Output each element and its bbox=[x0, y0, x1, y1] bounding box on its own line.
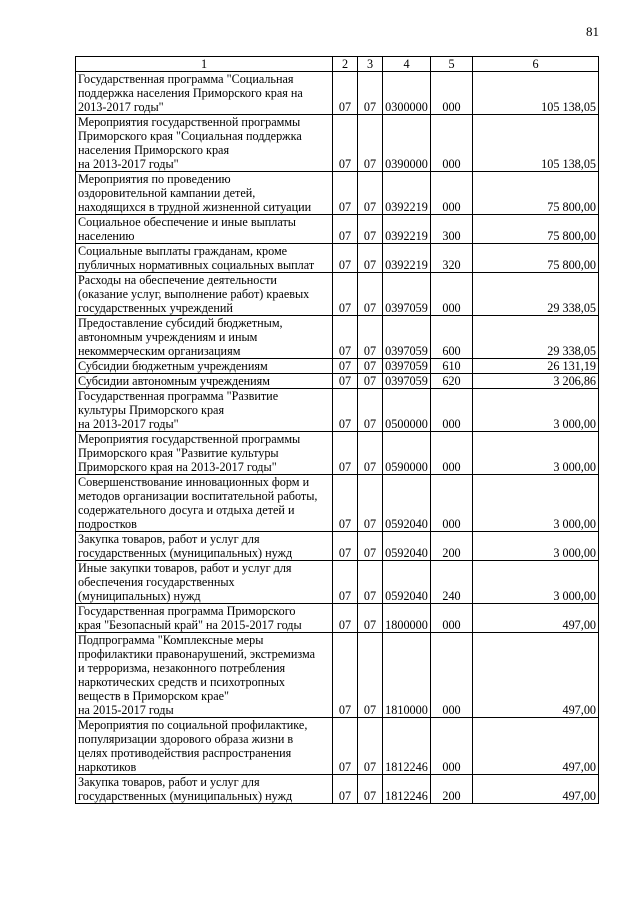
section-cell: 07 bbox=[333, 172, 358, 215]
subsection-cell: 07 bbox=[358, 532, 383, 561]
row-name-cell: Закупка товаров, работ и услуг для государственных (муниципальных) нужд bbox=[76, 775, 333, 804]
expense-type-cell: 000 bbox=[431, 633, 473, 718]
subsection-cell: 07 bbox=[358, 316, 383, 359]
table-row bbox=[76, 273, 599, 316]
target-article-cell: 0592040 bbox=[383, 532, 431, 561]
table-row bbox=[76, 775, 599, 804]
expense-type-cell: 000 bbox=[431, 604, 473, 633]
row-name-cell: Подпрограмма "Комплексные меры профилактики правонарушений, экстремизма и терроризма, незаконного потребления наркотических средств и психотропных веществ в Приморском крае" на 2015-2017 годы bbox=[76, 633, 333, 718]
expense-type-cell: 320 bbox=[431, 244, 473, 273]
table-row bbox=[76, 604, 599, 633]
section-cell: 07 bbox=[333, 718, 358, 775]
row-name-cell: Государственная программа Приморского края "Безопасный край" на 2015-2017 годы bbox=[76, 604, 333, 633]
table-row bbox=[76, 172, 599, 215]
table-row bbox=[76, 244, 599, 273]
subsection-cell: 07 bbox=[358, 718, 383, 775]
subsection-cell: 07 bbox=[358, 374, 383, 389]
section-cell: 07 bbox=[333, 775, 358, 804]
expense-type-cell: 000 bbox=[431, 172, 473, 215]
row-name-cell: Государственная программа "Социальная поддержка населения Приморского края на 2013-2017 годы" bbox=[76, 72, 333, 115]
target-article-cell: 0397059 bbox=[383, 273, 431, 316]
target-article-cell: 0397059 bbox=[383, 359, 431, 374]
table-row bbox=[76, 561, 599, 604]
amount-cell: 497,00 bbox=[473, 604, 599, 633]
amount-cell: 29 338,05 bbox=[473, 316, 599, 359]
target-article-cell: 0592040 bbox=[383, 475, 431, 532]
amount-cell: 75 800,00 bbox=[473, 172, 599, 215]
expense-type-cell: 000 bbox=[431, 115, 473, 172]
section-cell: 07 bbox=[333, 244, 358, 273]
target-article-cell: 0397059 bbox=[383, 316, 431, 359]
subsection-cell: 07 bbox=[358, 244, 383, 273]
amount-cell: 105 138,05 bbox=[473, 115, 599, 172]
amount-cell: 105 138,05 bbox=[473, 72, 599, 115]
budget-table bbox=[75, 56, 599, 804]
amount-cell: 3 000,00 bbox=[473, 532, 599, 561]
row-name-cell: Иные закупки товаров, работ и услуг для обеспечения государственных (муниципальных) нужд bbox=[76, 561, 333, 604]
amount-cell: 497,00 bbox=[473, 633, 599, 718]
amount-cell: 75 800,00 bbox=[473, 244, 599, 273]
subsection-cell: 07 bbox=[358, 273, 383, 316]
expense-type-cell: 000 bbox=[431, 273, 473, 316]
expense-type-cell: 610 bbox=[431, 359, 473, 374]
row-name-cell: Совершенствование инновационных форм и методов организации воспитательной работы, содержательного досуга и отдыха детей и подростков bbox=[76, 475, 333, 532]
expense-type-cell: 000 bbox=[431, 475, 473, 532]
row-name-cell: Субсидии бюджетным учреждениям bbox=[76, 359, 333, 374]
target-article-cell: 0592040 bbox=[383, 561, 431, 604]
row-name-cell: Мероприятия по проведению оздоровительной кампании детей, находящихся в трудной жизненной ситуации bbox=[76, 172, 333, 215]
section-cell: 07 bbox=[333, 532, 358, 561]
subsection-cell: 07 bbox=[358, 72, 383, 115]
amount-cell: 3 000,00 bbox=[473, 475, 599, 532]
row-name-cell: Социальное обеспечение и иные выплаты населению bbox=[76, 215, 333, 244]
subsection-cell: 07 bbox=[358, 633, 383, 718]
section-cell: 07 bbox=[333, 389, 358, 432]
table-row bbox=[76, 359, 599, 374]
column-header-5: 5 bbox=[431, 57, 473, 72]
column-header-6: 6 bbox=[473, 57, 599, 72]
subsection-cell: 07 bbox=[358, 172, 383, 215]
row-name-cell: Государственная программа "Развитие культуры Приморского края на 2013-2017 годы" bbox=[76, 389, 333, 432]
subsection-cell: 07 bbox=[358, 604, 383, 633]
amount-cell: 497,00 bbox=[473, 718, 599, 775]
expense-type-cell: 000 bbox=[431, 432, 473, 475]
column-header-1: 1 bbox=[76, 57, 333, 72]
row-name-cell: Субсидии автономным учреждениям bbox=[76, 374, 333, 389]
expense-type-cell: 000 bbox=[431, 718, 473, 775]
page-number: 81 bbox=[586, 24, 599, 39]
subsection-cell: 07 bbox=[358, 432, 383, 475]
section-cell: 07 bbox=[333, 374, 358, 389]
section-cell: 07 bbox=[333, 432, 358, 475]
amount-cell: 26 131,19 bbox=[473, 359, 599, 374]
row-name-cell: Закупка товаров, работ и услуг для государственных (муниципальных) нужд bbox=[76, 532, 333, 561]
target-article-cell: 0397059 bbox=[383, 374, 431, 389]
table-row bbox=[76, 215, 599, 244]
table-header-row bbox=[76, 57, 599, 72]
amount-cell: 29 338,05 bbox=[473, 273, 599, 316]
subsection-cell: 07 bbox=[358, 389, 383, 432]
expense-type-cell: 600 bbox=[431, 316, 473, 359]
amount-cell: 3 000,00 bbox=[473, 432, 599, 475]
expense-type-cell: 240 bbox=[431, 561, 473, 604]
expense-type-cell: 200 bbox=[431, 775, 473, 804]
table-body bbox=[76, 72, 599, 804]
amount-cell: 3 000,00 bbox=[473, 561, 599, 604]
subsection-cell: 07 bbox=[358, 359, 383, 374]
column-header-4: 4 bbox=[383, 57, 431, 72]
row-name-cell: Мероприятия по социальной профилактике, популяризации здорового образа жизни в целях противодействия распространения наркотиков bbox=[76, 718, 333, 775]
table-row bbox=[76, 718, 599, 775]
target-article-cell: 1812246 bbox=[383, 775, 431, 804]
subsection-cell: 07 bbox=[358, 115, 383, 172]
expense-type-cell: 000 bbox=[431, 389, 473, 432]
table-row bbox=[76, 475, 599, 532]
section-cell: 07 bbox=[333, 316, 358, 359]
target-article-cell: 0590000 bbox=[383, 432, 431, 475]
row-name-cell: Мероприятия государственной программы Приморского края "Социальная поддержка населения Приморского края на 2013-2017 годы" bbox=[76, 115, 333, 172]
expense-type-cell: 300 bbox=[431, 215, 473, 244]
row-name-cell: Социальные выплаты гражданам, кроме публичных нормативных социальных выплат bbox=[76, 244, 333, 273]
section-cell: 07 bbox=[333, 475, 358, 532]
subsection-cell: 07 bbox=[358, 561, 383, 604]
target-article-cell: 0300000 bbox=[383, 72, 431, 115]
section-cell: 07 bbox=[333, 561, 358, 604]
table-row bbox=[76, 532, 599, 561]
column-header-2: 2 bbox=[333, 57, 358, 72]
target-article-cell: 0392219 bbox=[383, 172, 431, 215]
subsection-cell: 07 bbox=[358, 215, 383, 244]
target-article-cell: 1800000 bbox=[383, 604, 431, 633]
section-cell: 07 bbox=[333, 215, 358, 244]
table-row bbox=[76, 432, 599, 475]
target-article-cell: 1812246 bbox=[383, 718, 431, 775]
amount-cell: 3 000,00 bbox=[473, 389, 599, 432]
column-header-3: 3 bbox=[358, 57, 383, 72]
table-row bbox=[76, 389, 599, 432]
row-name-cell: Мероприятия государственной программы Приморского края "Развитие культуры Приморского края на 2013-2017 годы" bbox=[76, 432, 333, 475]
target-article-cell: 0392219 bbox=[383, 244, 431, 273]
amount-cell: 497,00 bbox=[473, 775, 599, 804]
table-row bbox=[76, 633, 599, 718]
table-row bbox=[76, 72, 599, 115]
subsection-cell: 07 bbox=[358, 775, 383, 804]
section-cell: 07 bbox=[333, 604, 358, 633]
row-name-cell: Расходы на обеспечение деятельности (оказание услуг, выполнение работ) краевых государственных учреждений bbox=[76, 273, 333, 316]
section-cell: 07 bbox=[333, 359, 358, 374]
table-row bbox=[76, 316, 599, 359]
target-article-cell: 0500000 bbox=[383, 389, 431, 432]
target-article-cell: 1810000 bbox=[383, 633, 431, 718]
target-article-cell: 0390000 bbox=[383, 115, 431, 172]
section-cell: 07 bbox=[333, 273, 358, 316]
section-cell: 07 bbox=[333, 115, 358, 172]
expense-type-cell: 000 bbox=[431, 72, 473, 115]
section-cell: 07 bbox=[333, 72, 358, 115]
table-row bbox=[76, 374, 599, 389]
row-name-cell: Предоставление субсидий бюджетным, автономным учреждениям и иным некоммерческим организациям bbox=[76, 316, 333, 359]
table-row bbox=[76, 115, 599, 172]
amount-cell: 75 800,00 bbox=[473, 215, 599, 244]
subsection-cell: 07 bbox=[358, 475, 383, 532]
amount-cell: 3 206,86 bbox=[473, 374, 599, 389]
target-article-cell: 0392219 bbox=[383, 215, 431, 244]
section-cell: 07 bbox=[333, 633, 358, 718]
expense-type-cell: 620 bbox=[431, 374, 473, 389]
expense-type-cell: 200 bbox=[431, 532, 473, 561]
